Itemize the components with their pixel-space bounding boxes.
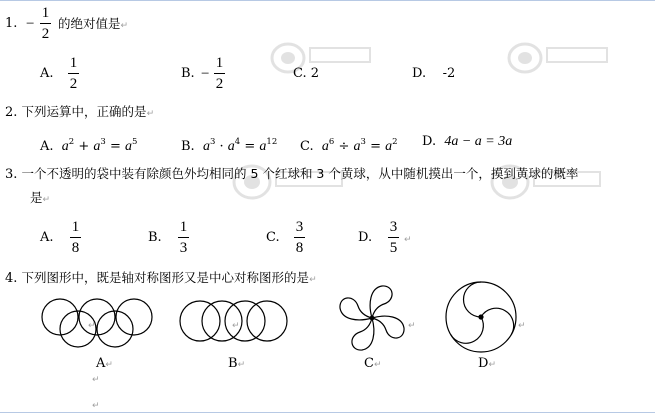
math-op: =	[109, 139, 121, 154]
figure-a-letter: A	[96, 356, 106, 371]
return-mark: ↵	[404, 235, 412, 245]
math-var: a	[93, 139, 101, 154]
q3-number: 3.	[5, 167, 18, 182]
math-var: a	[227, 139, 235, 154]
math-var: a	[385, 139, 393, 154]
exponent: 3	[360, 137, 366, 147]
q4-stem-text: 下列图形中，既是轴对称图形又是中心对称图形的是	[21, 270, 310, 285]
q1-option-d-label: D.	[412, 66, 427, 81]
figure-b-letter: B	[228, 356, 238, 371]
q2-option-c-label: C.	[300, 139, 314, 154]
return-mark: ↵	[42, 195, 51, 205]
q1-option-b-minus: −	[201, 66, 210, 82]
return-mark: ↵	[408, 321, 416, 331]
return-mark: ↵	[92, 401, 100, 411]
q1-option-c-label: C.	[293, 66, 307, 81]
math-op: ÷	[338, 139, 350, 154]
math-op: +	[78, 139, 90, 154]
q3-option-d-fraction	[388, 218, 399, 257]
q3-option-b-label: B.	[148, 230, 162, 245]
q4-number: 4.	[5, 271, 18, 286]
q3-option-a-fraction	[70, 218, 81, 257]
q3-option-c-fraction	[294, 218, 305, 257]
exponent: 2	[392, 137, 398, 147]
return-mark: ↵	[518, 321, 526, 331]
figure-c-letter: C	[364, 356, 374, 371]
q3-option-c-numerator: 3	[295, 219, 304, 235]
fraction-bar	[178, 237, 189, 238]
q2-option-a-label: A.	[40, 139, 54, 154]
q3-option-a-denominator: 8	[71, 240, 80, 256]
q2-option-b	[181, 134, 277, 155]
q3-stem-tail: 是	[30, 190, 43, 205]
return-mark: ↵	[232, 321, 240, 331]
q1-fraction-numerator: 1	[41, 5, 50, 21]
return-mark: ↵	[309, 275, 317, 285]
q2-option-d-expression: 4a − a = 3a	[444, 134, 513, 149]
q3-stem-line1	[5, 166, 578, 183]
return-mark: ↵	[92, 375, 100, 385]
q2-stem-text: 下列运算中，正确的是	[21, 104, 147, 119]
return-mark: ↵	[488, 360, 496, 370]
return-mark: ↵	[146, 109, 155, 119]
q1-option-b-fraction	[214, 54, 225, 93]
exponent: 3	[209, 137, 216, 147]
math-op: =	[370, 139, 381, 154]
q3-stem-text: 一个不透明的袋中装有除颜色外均相同的 5 个红球和 3 个黄球，从中随机摸出一个，摸到黄球的概率	[21, 166, 579, 181]
page-top-border	[0, 0, 655, 1]
exponent: 3	[100, 137, 106, 147]
q1-number: 1.	[5, 16, 18, 31]
math-var: a	[125, 139, 133, 154]
q1-option-a-label: A.	[40, 66, 54, 81]
q3-option-c-label: C.	[266, 230, 280, 245]
q1-fraction	[40, 4, 51, 43]
q1-stem-text	[58, 16, 128, 34]
fraction-bar	[70, 237, 81, 238]
q1-minus-sign: −	[26, 16, 35, 32]
q1-option-b-numerator: 1	[215, 55, 224, 71]
fraction-bar	[40, 23, 51, 24]
q2-option-d	[422, 134, 512, 150]
q1-fraction-denominator: 2	[41, 26, 50, 42]
fraction-bar	[294, 237, 305, 238]
q3-option-a-numerator: 1	[71, 219, 80, 235]
exponent: 4	[234, 137, 241, 147]
math-op: =	[244, 139, 256, 154]
fraction-bar	[68, 73, 79, 74]
q2-option-d-label: D.	[422, 134, 437, 149]
figure-a-five-rings	[40, 292, 154, 352]
q3-option-b-fraction	[178, 218, 189, 257]
return-mark: ↵	[88, 321, 96, 331]
q3-option-d-label: D.	[358, 230, 373, 245]
exponent: 2	[68, 137, 75, 147]
math-var: a	[259, 139, 267, 154]
figure-c-label	[364, 356, 382, 373]
q3-option-b-denominator: 3	[179, 240, 188, 256]
q3-option-a-label: A.	[40, 230, 54, 245]
return-mark: ↵	[237, 360, 246, 370]
watermark-logo-icon	[505, 38, 615, 78]
q2-option-c	[300, 134, 398, 155]
math-var: a	[321, 139, 329, 154]
return-mark: ↵	[373, 360, 382, 370]
q1-option-a-numerator: 1	[69, 55, 78, 71]
figure-b-label	[228, 356, 245, 373]
q2-stem	[5, 104, 154, 122]
math-op: ·	[219, 139, 224, 154]
fraction-bar	[388, 237, 399, 238]
q1-option-d	[412, 66, 455, 82]
return-mark: ↵	[120, 21, 129, 31]
exponent: 12	[266, 137, 278, 147]
q1-option-c-value: 2	[310, 66, 320, 81]
q1-option-b-label: B.	[181, 66, 195, 81]
q1-option-d-value: -2	[442, 66, 456, 81]
q1-option-a-fraction	[68, 54, 79, 93]
q2-option-a	[40, 134, 137, 155]
watermark-logo-icon	[268, 38, 378, 78]
q2-number: 2.	[5, 105, 18, 120]
q1-option-b-denominator: 2	[215, 76, 224, 92]
fraction-bar	[214, 73, 225, 74]
exponent: 6	[328, 137, 335, 147]
q3-option-d-denominator: 5	[389, 240, 398, 256]
q3-option-c-denominator: 8	[295, 240, 304, 256]
figure-c-pinwheel	[334, 280, 410, 356]
q3-option-d-numerator: 3	[389, 219, 398, 235]
return-mark: ↵	[105, 360, 113, 370]
q3-option-b-numerator: 1	[179, 219, 188, 235]
figure-d-swirl-circle	[444, 280, 518, 354]
q1-stem-label: 的绝对值是	[58, 16, 121, 31]
figure-d-letter: D	[478, 356, 489, 371]
q2-option-b-label: B.	[181, 139, 195, 154]
q3-stem-line2	[30, 190, 50, 208]
math-var: a	[353, 139, 361, 154]
math-var: a	[202, 139, 210, 154]
figure-d-label	[478, 356, 496, 373]
q1-option-a-denominator: 2	[69, 76, 78, 92]
figure-a-label	[96, 356, 113, 373]
exponent: 5	[132, 137, 138, 147]
math-var: a	[61, 139, 69, 154]
q4-stem	[5, 270, 317, 288]
q1-option-c	[293, 66, 319, 82]
